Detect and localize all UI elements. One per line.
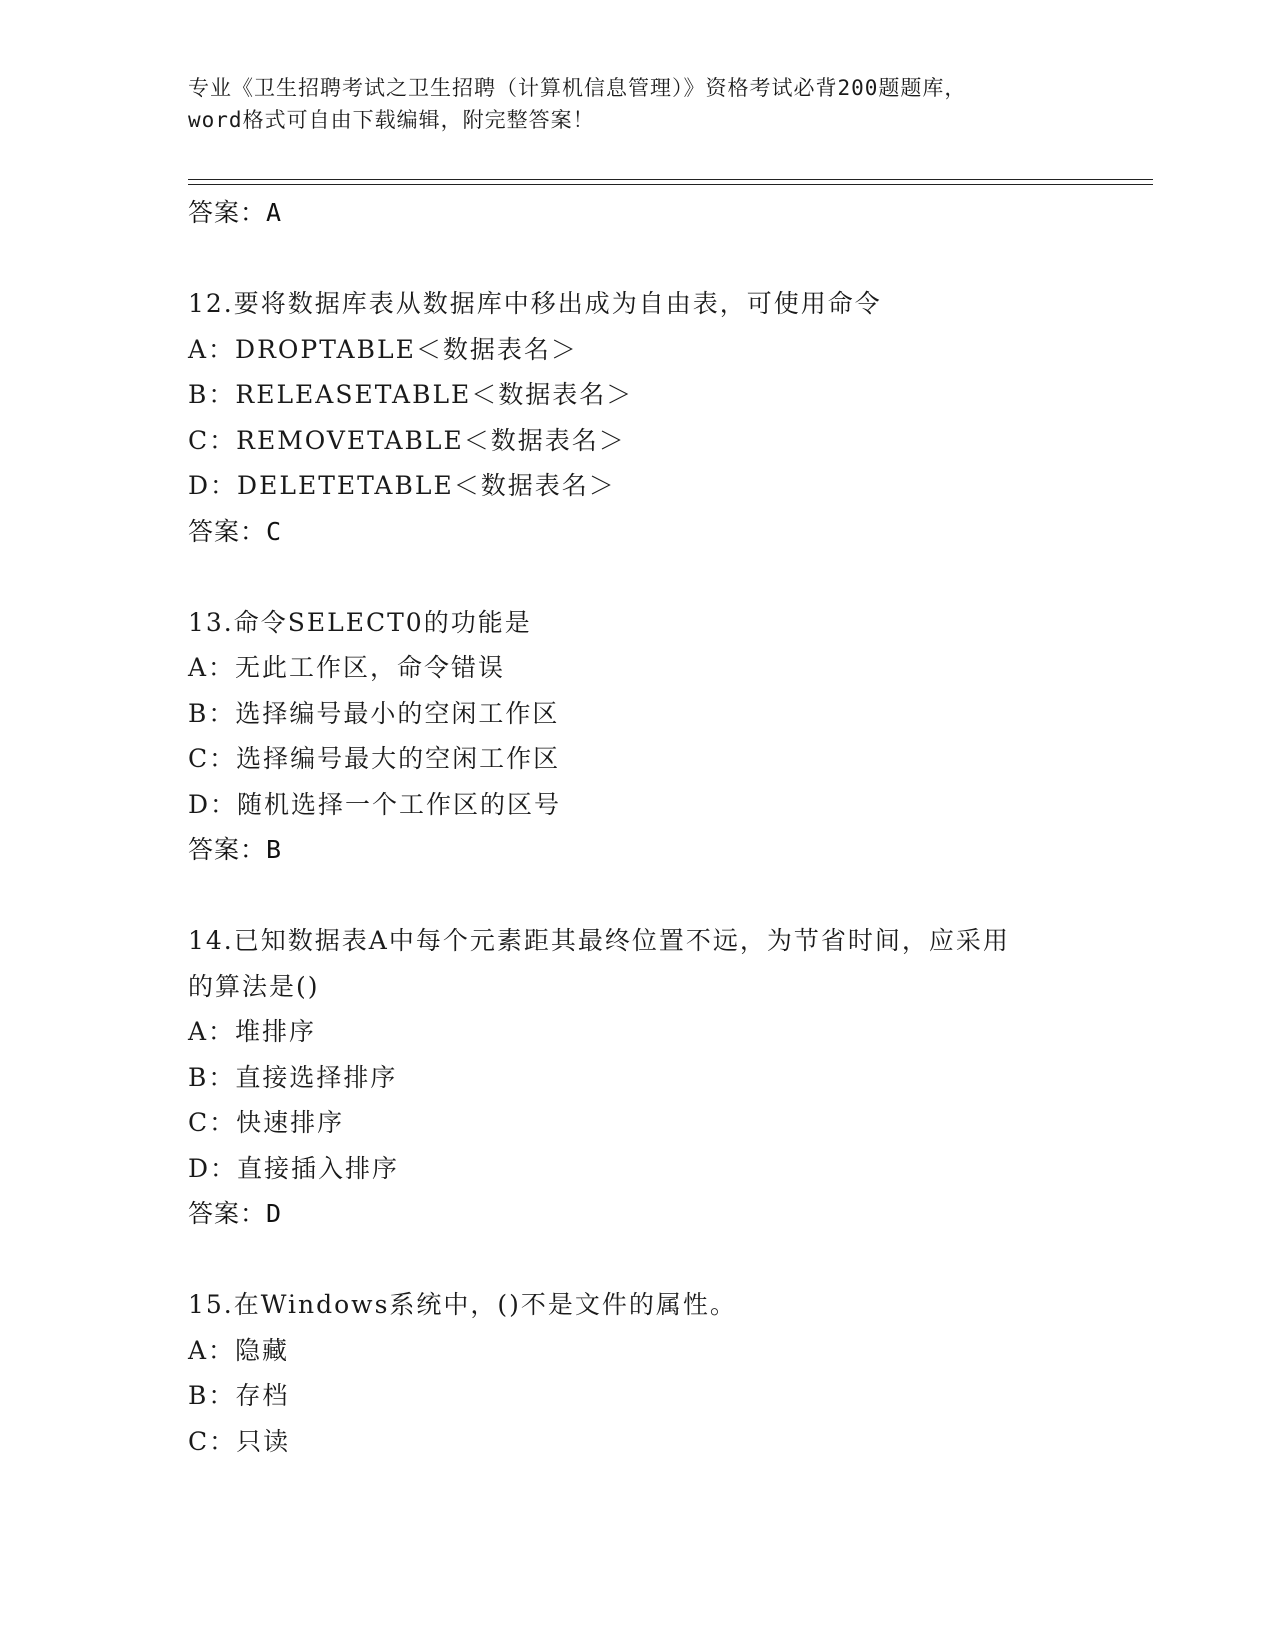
question-option: C：快速排序: [188, 1108, 345, 1137]
question-block: [188, 281, 1088, 600]
question-option: A：无此工作区，命令错误: [188, 653, 506, 682]
question-option: A：堆排序: [188, 1017, 317, 1046]
question-option: D：随机选择一个工作区的区号: [188, 789, 562, 819]
spacer: [188, 554, 1088, 600]
question-block: [188, 600, 1088, 919]
question-option: A：隐藏: [188, 1335, 290, 1365]
question-stem: 的算法是(): [188, 971, 320, 1001]
spacer: [188, 873, 1088, 919]
question-option: A：DROPTABLE＜数据表名＞: [188, 334, 578, 364]
header-line-1: 专业《卫生招聘考试之卫生招聘（计算机信息管理）》资格考试必背200题题库，: [188, 76, 967, 100]
question-option: B：直接选择排序: [188, 1062, 398, 1092]
question-stem: 13.命令SELECT0的功能是: [188, 607, 532, 637]
question-option: C：REMOVETABLE＜数据表名＞: [188, 425, 626, 455]
spacer: [188, 1237, 1088, 1283]
header-divider-top: [188, 179, 1153, 180]
question-option: B：RELEASETABLE＜数据表名＞: [188, 380, 634, 409]
question-stem: 12.要将数据库表从数据库中移出成为自由表，可使用命令: [188, 289, 882, 318]
answer-line: 答案：D: [188, 1199, 283, 1228]
question-option: B：存档: [188, 1381, 290, 1410]
question-option: B：选择编号最小的空闲工作区: [188, 698, 560, 728]
header-line-2: word格式可自由下载编辑，附完整答案！: [188, 108, 595, 132]
question-stem: 15.在Windows系统中，()不是文件的属性。: [188, 1290, 737, 1319]
question-option: C：选择编号最大的空闲工作区: [188, 744, 561, 773]
document-header: [188, 72, 1088, 136]
question-option: C：只读: [188, 1426, 291, 1456]
question-block: [188, 1282, 1088, 1464]
question-option: D：直接插入排序: [188, 1153, 400, 1183]
answer-line: 答案：A: [188, 198, 283, 227]
question-stem: 14.已知数据表A中每个元素距其最终位置不远，为节省时间，应采用: [188, 926, 1010, 955]
question-block: [188, 918, 1088, 1282]
answer-line: 答案：B: [188, 835, 283, 864]
questions-area: [188, 190, 1088, 1464]
answer-line: 答案：C: [188, 516, 283, 546]
header-divider-bottom: [188, 184, 1153, 185]
spacer: [188, 236, 1088, 282]
question-option: D：DELETETABLE＜数据表名＞: [188, 471, 616, 500]
